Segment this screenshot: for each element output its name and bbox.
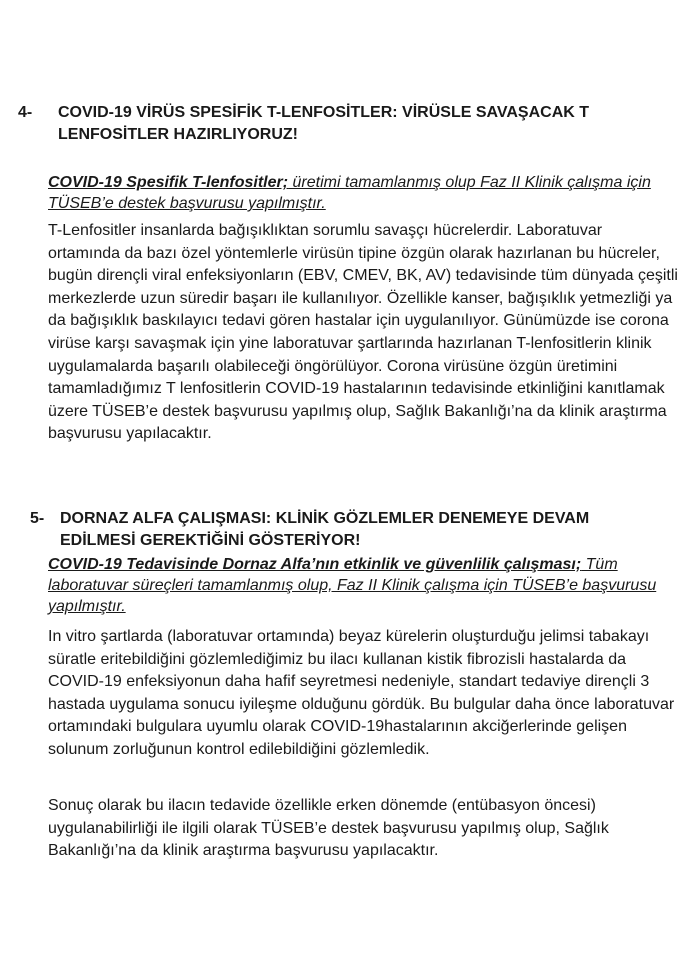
section-5-conclusion: Sonuç olarak bu ilacın tedavide özellikle erken dönemde (entübasyon öncesi) uygulanabilirliği ile ilgili olarak TÜSEB’e destek başvurusu yapılmış olup, Sağlık Bakanlığı’na da klinik araştırma başvurusu yapılacaktır.: [48, 797, 609, 860]
section-5-body: In vitro şartlarda (laboratuvar ortamında) beyaz kürelerin oluşturduğu jelimsi tabakayı süratle eritebildiğini gözlemlediğimiz bu ilacı kullanan kistik fibrozisli hastalarda da COVID-19 enfeksiyonun daha hafif seyretmesi nedeniyle, standart tedaviye dirençli 3 hastada uygulama sonucu iyileşme olduğunu gördük. Bu bulgular daha önce laboratuvar ortamındaki bulgulara uyumlu olarak COVID-19hastalarının akciğerlerinde gelişen solunum zorluğunun kontrol edilebildiğini gözlemledik.: [48, 628, 675, 758]
section-4-intro-rest: üretimi tamamlanmış olup Faz II Klinik çalışma için TÜSEB’e destek başvurusu yapılmıştır.: [48, 174, 651, 212]
section-4-title: COVID-19 VİRÜS SPESİFİK T-LENFOSİTLER: VİRÜSLE SAVAŞACAK T LENFOSİTLER HAZIRLIYORUZ!: [58, 104, 590, 143]
section-5-intro-rest: Tüm laboratuvar süreçleri tamamlanmış olup, Faz II Klinik çalışma için TÜSEB’e başvurusu yapılmıştır.: [48, 556, 657, 615]
section-4-body: T-Lenfositler insanlarda bağışıklıktan sorumlu savaşçı hücrelerdir. Laboratuvar ortamında da bazı özel yöntemlerle virüsün tipine özgün olarak hazırlanan bu hücreler, bugün dirençli viral enfeksiyonların (EBV, CMEV, BK, AV) tedavisinde tüm dünyada çeşitli merkezlerde uzun süredir başarı ile kullanılıyor. Özellikle kanser, bağışıklık yetmezliği ya da bağışıklık baskılayıcı tedavi gören hastalar için uygulanılıyor. Günümüzde ise corona virüse karşı savaşmak için yine laboratuvar şartlarında hazırlanan T-lenfositlerin klinik uygulamalarda başarılı olabileceği öngörülüyor. Corona virüsüne özgün üretimini tamamladığımız T lenfositlerin COVID-19 hastalarının tedavisinde etkinliğini kanıtlamak üzere TÜSEB’e destek başvurusu yapılmış olup, Sağlık Bakanlığı’na da klinik araştırma başvurusu yapılacaktır.: [48, 222, 678, 443]
section-5-number: 5-: [30, 510, 45, 527]
section-4-intro: [48, 172, 680, 214]
section-5-intro: [48, 554, 680, 617]
section-4-intro-lead: COVID-19 Spesifik T-lenfositler;: [48, 174, 289, 191]
section-4-number: 4-: [18, 104, 33, 121]
section-5-intro-lead: COVID-19 Tedavisinde Dornaz Alfa’nın etkinlik ve güvenlilik çalışması;: [48, 556, 582, 573]
section-5-title: DORNAZ ALFA ÇALIŞMASI: KLİNİK GÖZLEMLER DENEMEYE DEVAM EDİLMESİ GEREKTİĞİNİ GÖSTERİYOR!: [60, 510, 590, 549]
section-4-heading: [18, 102, 660, 146]
section-5-heading: [30, 508, 660, 552]
